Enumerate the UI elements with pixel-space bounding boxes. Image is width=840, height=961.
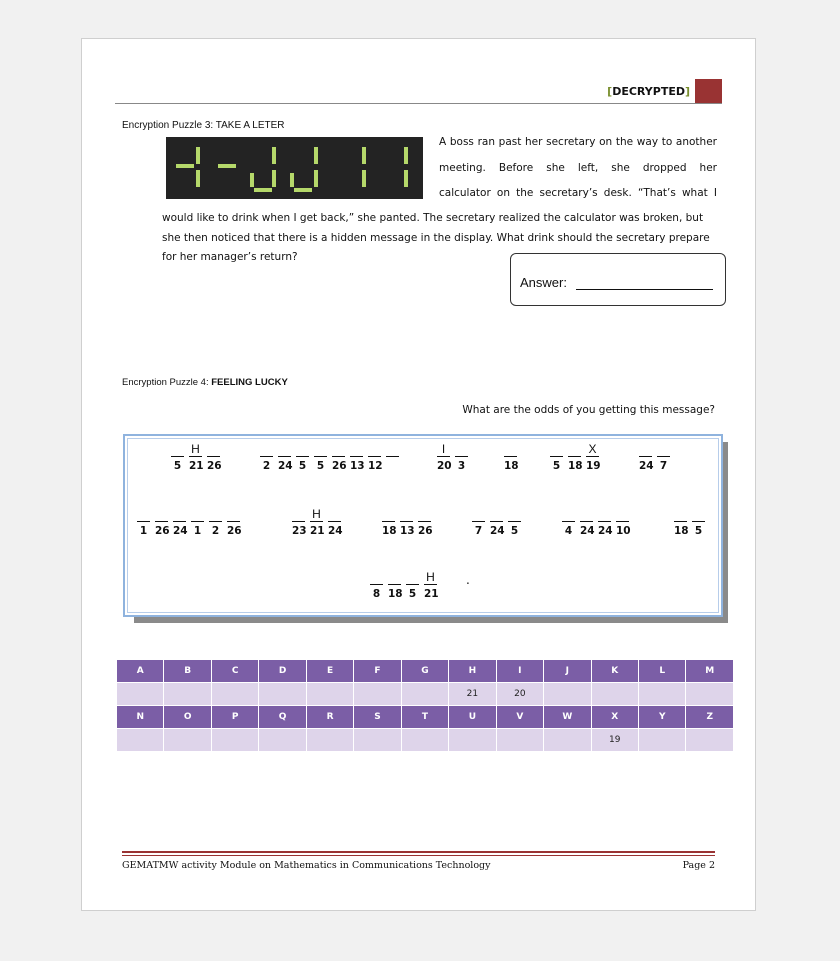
- table-value-cell[interactable]: [117, 729, 164, 752]
- cipher-number: 26: [332, 460, 347, 472]
- table-value-cell[interactable]: [211, 683, 258, 706]
- header-rule: [115, 103, 722, 104]
- answer-label: Answer:: [520, 275, 567, 290]
- table-letter-cell: R: [306, 706, 353, 729]
- cipher-number: 24: [490, 525, 505, 537]
- table-letter-cell: K: [591, 660, 638, 683]
- table-letter-cell: T: [401, 706, 448, 729]
- story-line-4: would like to drink when I get back,” she panted. The secretary realized the calculator was broken, but: [162, 212, 704, 224]
- decrypted-tag: [DECRYPTED]: [607, 85, 690, 98]
- letter-slot[interactable]: [368, 444, 381, 457]
- cipher-number: 1: [193, 525, 202, 537]
- letter-slot[interactable]: [137, 509, 150, 522]
- cipher-number: 18: [568, 460, 583, 472]
- table-value-cell[interactable]: [686, 683, 734, 706]
- table-letter-cell: C: [211, 660, 258, 683]
- table-letter-cell: W: [544, 706, 591, 729]
- message-period: .: [466, 573, 470, 587]
- letter-slot[interactable]: H: [424, 572, 437, 585]
- letter-slot[interactable]: [328, 509, 341, 522]
- cipher-number: 21: [189, 460, 204, 472]
- letter-slot[interactable]: I: [437, 444, 450, 457]
- cipher-number: 5: [298, 460, 307, 472]
- story-line-3: calculator on the secretary’s desk. “That’s what I: [439, 187, 717, 199]
- cipher-number: 8: [372, 588, 381, 600]
- story-line-6: for her manager’s return?: [162, 251, 298, 263]
- table-letter-cell: U: [449, 706, 496, 729]
- table-value-cell[interactable]: [164, 683, 211, 706]
- letter-slot[interactable]: [332, 444, 345, 457]
- cipher-number: 24: [639, 460, 654, 472]
- table-letter-cell: J: [544, 660, 591, 683]
- cipher-number: 7: [659, 460, 668, 472]
- letter-slot[interactable]: [292, 509, 305, 522]
- puzzle3-title: Encryption Puzzle 3: TAKE A LETER: [122, 120, 285, 131]
- table-letter-cell: O: [164, 706, 211, 729]
- letter-slot[interactable]: [260, 444, 273, 457]
- footer-title: GEMATMW activity Module on Mathematics in Communications Technology: [122, 860, 491, 871]
- table-letter-cell: D: [259, 660, 306, 683]
- table-letter-cell: A: [117, 660, 164, 683]
- cipher-word: [292, 509, 341, 537]
- puzzle4-title: Encryption Puzzle 4: FEELING LUCKY: [122, 377, 288, 388]
- seven-segment-display: [166, 137, 423, 199]
- cipher-number: 5: [694, 525, 703, 537]
- table-value-cell[interactable]: [259, 683, 306, 706]
- cipher-number: 13: [400, 525, 415, 537]
- table-letter-cell: L: [638, 660, 685, 683]
- cipher-number: 26: [418, 525, 433, 537]
- table-value-cell[interactable]: [211, 729, 258, 752]
- cipher-number: 5: [316, 460, 325, 472]
- letter-slot[interactable]: [207, 444, 220, 457]
- footer-rule-thick: [122, 851, 715, 853]
- table-letter-cell: M: [686, 660, 734, 683]
- cipher-word: [504, 444, 517, 472]
- table-value-cell[interactable]: 19: [591, 729, 638, 752]
- letter-slot[interactable]: [674, 509, 687, 522]
- cipher-number: 24: [580, 525, 595, 537]
- letter-slot[interactable]: [455, 444, 468, 457]
- letter-slot[interactable]: [278, 444, 291, 457]
- cipher-word: [674, 509, 705, 537]
- table-value-cell[interactable]: [401, 729, 448, 752]
- cipher-word: [639, 444, 670, 472]
- letter-slot[interactable]: [155, 509, 168, 522]
- table-letter-cell: V: [496, 706, 543, 729]
- letter-slot[interactable]: [472, 509, 485, 522]
- cipher-number: 18: [674, 525, 689, 537]
- letter-slot[interactable]: [692, 509, 705, 522]
- letter-slot[interactable]: [616, 509, 629, 522]
- table-value-cell[interactable]: 20: [496, 683, 543, 706]
- table-letter-cell: I: [496, 660, 543, 683]
- table-value-cell[interactable]: [544, 729, 591, 752]
- cipher-number: 26: [227, 525, 242, 537]
- puzzle4-question: What are the odds of you getting this message?: [462, 404, 715, 416]
- table-value-cell[interactable]: [259, 729, 306, 752]
- cipher-number: 1: [139, 525, 148, 537]
- header-accent-box: [695, 79, 722, 104]
- cipher-number: 24: [598, 525, 613, 537]
- story-line-5: she then noticed that there is a hidden message in the display. What drink should the secretary prepare: [162, 232, 710, 244]
- table-value-cell[interactable]: [544, 683, 591, 706]
- letter-slot[interactable]: [350, 444, 363, 457]
- table-letter-cell: Z: [686, 706, 734, 729]
- table-value-cell[interactable]: [591, 683, 638, 706]
- table-value-cell[interactable]: [354, 729, 401, 752]
- table-letter-cell: Q: [259, 706, 306, 729]
- table-letter-cell: H: [449, 660, 496, 683]
- table-letter-cell: S: [354, 706, 401, 729]
- answer-line[interactable]: [576, 289, 713, 290]
- cipher-number: 26: [207, 460, 222, 472]
- table-letter-cell: N: [117, 706, 164, 729]
- letter-slot[interactable]: [598, 509, 611, 522]
- table-value-cell[interactable]: [164, 729, 211, 752]
- table-letter-cell: F: [354, 660, 401, 683]
- letter-slot[interactable]: [418, 509, 431, 522]
- letter-slot[interactable]: H: [310, 509, 323, 522]
- table-letter-cell: B: [164, 660, 211, 683]
- table-value-cell[interactable]: [449, 729, 496, 752]
- letter-slot[interactable]: H: [189, 444, 202, 457]
- letter-slot[interactable]: [639, 444, 652, 457]
- cipher-number: 5: [552, 460, 561, 472]
- cipher-number: 26: [155, 525, 170, 537]
- cipher-word: [437, 444, 468, 472]
- cipher-word: [171, 444, 220, 472]
- table-letter-cell: Y: [638, 706, 685, 729]
- cipher-number: 4: [564, 525, 573, 537]
- letter-slot[interactable]: [400, 509, 413, 522]
- table-letter-cell: E: [306, 660, 353, 683]
- cipher-word: [382, 509, 431, 537]
- cipher-number: 21: [310, 525, 325, 537]
- table-value-cell[interactable]: [117, 683, 164, 706]
- cipher-number: 2: [211, 525, 220, 537]
- cipher-number: 5: [408, 588, 417, 600]
- letter-slot[interactable]: X: [586, 444, 599, 457]
- letter-slot[interactable]: [657, 444, 670, 457]
- calculator-display-image: [166, 137, 423, 199]
- page-number: Page 2: [682, 860, 715, 871]
- cipher-number: 18: [504, 460, 519, 472]
- story-line-2: meeting. Before she left, she dropped her: [439, 162, 717, 174]
- letter-slot[interactable]: [173, 509, 186, 522]
- table-value-cell[interactable]: [306, 683, 353, 706]
- footer-rule-thin: [122, 855, 715, 856]
- document-page: [81, 38, 756, 911]
- table-letter-cell: X: [591, 706, 638, 729]
- table-value-cell[interactable]: 21: [449, 683, 496, 706]
- letter-slot[interactable]: [406, 572, 419, 585]
- letter-slot[interactable]: [504, 444, 517, 457]
- letter-slot[interactable]: [490, 509, 503, 522]
- cipher-number: 18: [382, 525, 397, 537]
- cipher-number: 20: [437, 460, 452, 472]
- cipher-number: 19: [586, 460, 601, 472]
- cipher-number: 21: [424, 588, 439, 600]
- table-letter-cell: P: [211, 706, 258, 729]
- letter-slot[interactable]: [508, 509, 521, 522]
- cipher-word: [137, 509, 240, 537]
- cipher-number: 12: [368, 460, 383, 472]
- cipher-number: 24: [173, 525, 188, 537]
- cipher-number: 24: [278, 460, 293, 472]
- cipher-number: 5: [510, 525, 519, 537]
- story-line-1: A boss ran past her secretary on the way to another: [439, 136, 717, 148]
- letter-slot[interactable]: [314, 444, 327, 457]
- letter-slot[interactable]: [568, 444, 581, 457]
- cipher-word: [472, 509, 521, 537]
- cipher-word: [370, 572, 437, 600]
- letter-slot[interactable]: [388, 572, 401, 585]
- cipher-number: 7: [474, 525, 483, 537]
- table-value-cell[interactable]: [354, 683, 401, 706]
- cipher-word: [562, 509, 629, 537]
- table-value-cell[interactable]: [638, 683, 685, 706]
- table-value-cell[interactable]: [401, 683, 448, 706]
- table-value-cell[interactable]: [686, 729, 734, 752]
- letter-slot[interactable]: [296, 444, 309, 457]
- table-value-cell[interactable]: [496, 729, 543, 752]
- cipher-number: 18: [388, 588, 403, 600]
- table-letter-cell: G: [401, 660, 448, 683]
- table-value-cell[interactable]: [638, 729, 685, 752]
- cipher-number: 10: [616, 525, 631, 537]
- letter-slot[interactable]: [370, 572, 383, 585]
- cipher-number: 23: [292, 525, 307, 537]
- table-value-cell[interactable]: [306, 729, 353, 752]
- letter-slot[interactable]: [191, 509, 204, 522]
- letter-slot[interactable]: [386, 444, 399, 457]
- letter-slot[interactable]: [550, 444, 563, 457]
- cipher-number: 2: [262, 460, 271, 472]
- letter-slot[interactable]: [227, 509, 240, 522]
- cipher-number: 13: [350, 460, 365, 472]
- cipher-word: [260, 444, 399, 472]
- cipher-number: 3: [457, 460, 466, 472]
- letter-slot[interactable]: [171, 444, 184, 457]
- letter-slot[interactable]: [209, 509, 222, 522]
- cipher-number: 5: [173, 460, 182, 472]
- letter-slot[interactable]: [382, 509, 395, 522]
- cipher-word: [550, 444, 599, 472]
- cipher-number: 24: [328, 525, 343, 537]
- letter-slot[interactable]: [562, 509, 575, 522]
- answer-box: [510, 253, 726, 306]
- letter-slot[interactable]: [580, 509, 593, 522]
- code-table: [116, 659, 734, 752]
